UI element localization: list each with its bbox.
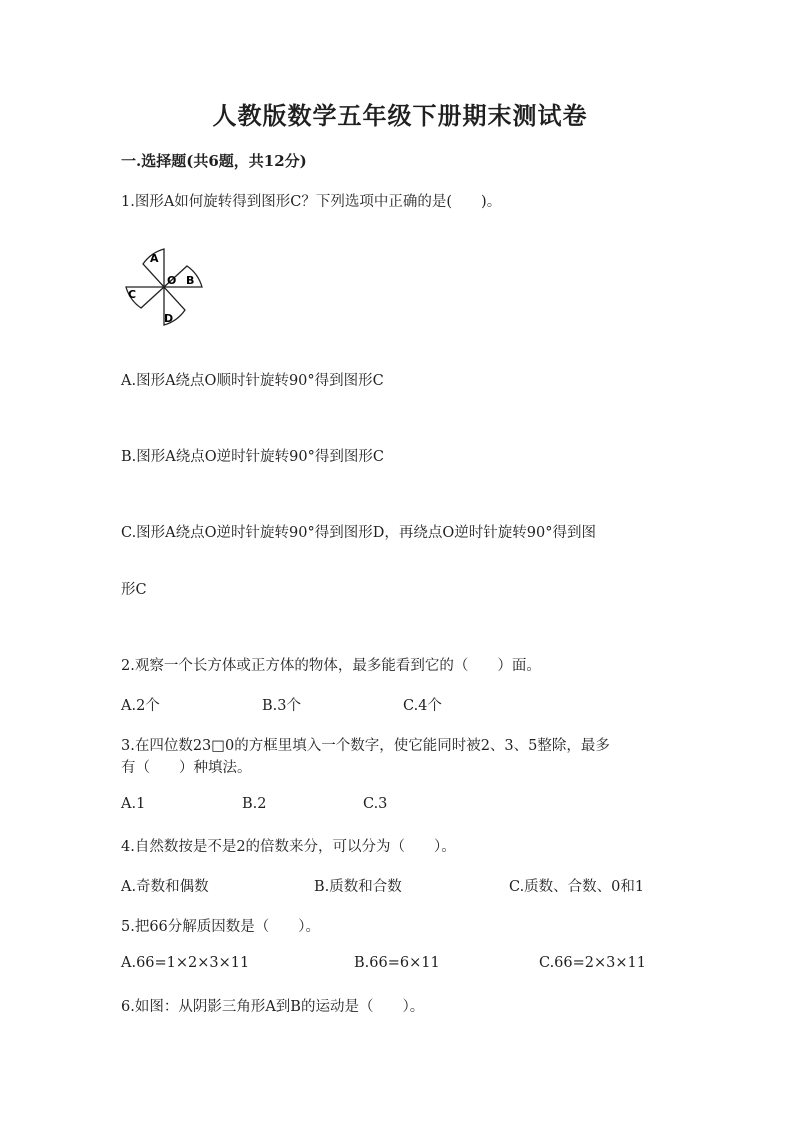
question-5-stem: 5.把66分解质因数是（ ）。 [121,919,321,935]
q2-option-c: C.4个 [403,698,442,714]
q1-option-c-line2: 形C [121,582,147,598]
q5-option-c: C.66=2×3×11 [539,955,646,971]
page-title: 人教版数学五年级下册期末测试卷 [212,101,588,130]
q5-option-a: A.66=1×2×3×11 [121,955,250,971]
q4-option-a: A.奇数和偶数 [121,879,209,895]
q2-option-a: A.2个 [121,698,160,714]
label-c: C [128,288,137,301]
question-3-stem-line2: 有（ ）种填法。 [121,760,252,776]
q3-option-b: B.2 [242,796,267,812]
label-b: B [186,274,195,287]
q3-option-a: A.1 [121,796,146,812]
label-d: D [164,312,174,325]
q2-option-b: B.3个 [262,698,301,714]
question-3-stem-line1: 3.在四位数23□0的方框里填入一个数字，使它能同时被2、3、5整除，最多 [121,738,610,754]
q4-option-c: C.质数、合数、0和1 [509,879,645,895]
label-o: O [167,274,177,287]
q3-option-c: C.3 [363,796,388,812]
q1-option-b: B.图形A绕点O逆时针旋转90°得到图形C [121,449,384,465]
question-4-stem: 4.自然数按是不是2的倍数来分，可以分为（ ）。 [121,839,456,855]
q5-option-b: B.66=6×11 [354,955,440,971]
pinwheel-figure [118,240,208,330]
section-heading: 一.选择题(共6题，共12分) [121,152,307,170]
question-2-stem: 2.观察一个长方体或正方体的物体，最多能看到它的（ ）面。 [121,658,541,674]
question-1-stem: 1.图形A如何旋转得到图形C？下列选项中正确的是( )。 [121,194,502,210]
q1-option-a: A.图形A绕点O顺时针旋转90°得到图形C [121,373,384,389]
question-6-stem: 6.如图：从阴影三角形A到B的运动是（ ）。 [121,999,425,1015]
label-a: A [150,252,159,265]
q4-option-b: B.质数和合数 [314,879,402,895]
pinwheel-diagram [118,240,208,330]
q1-option-c-line1: C.图形A绕点O逆时针旋转90°得到图形D，再绕点O逆时针旋转90°得到图 [121,525,596,541]
